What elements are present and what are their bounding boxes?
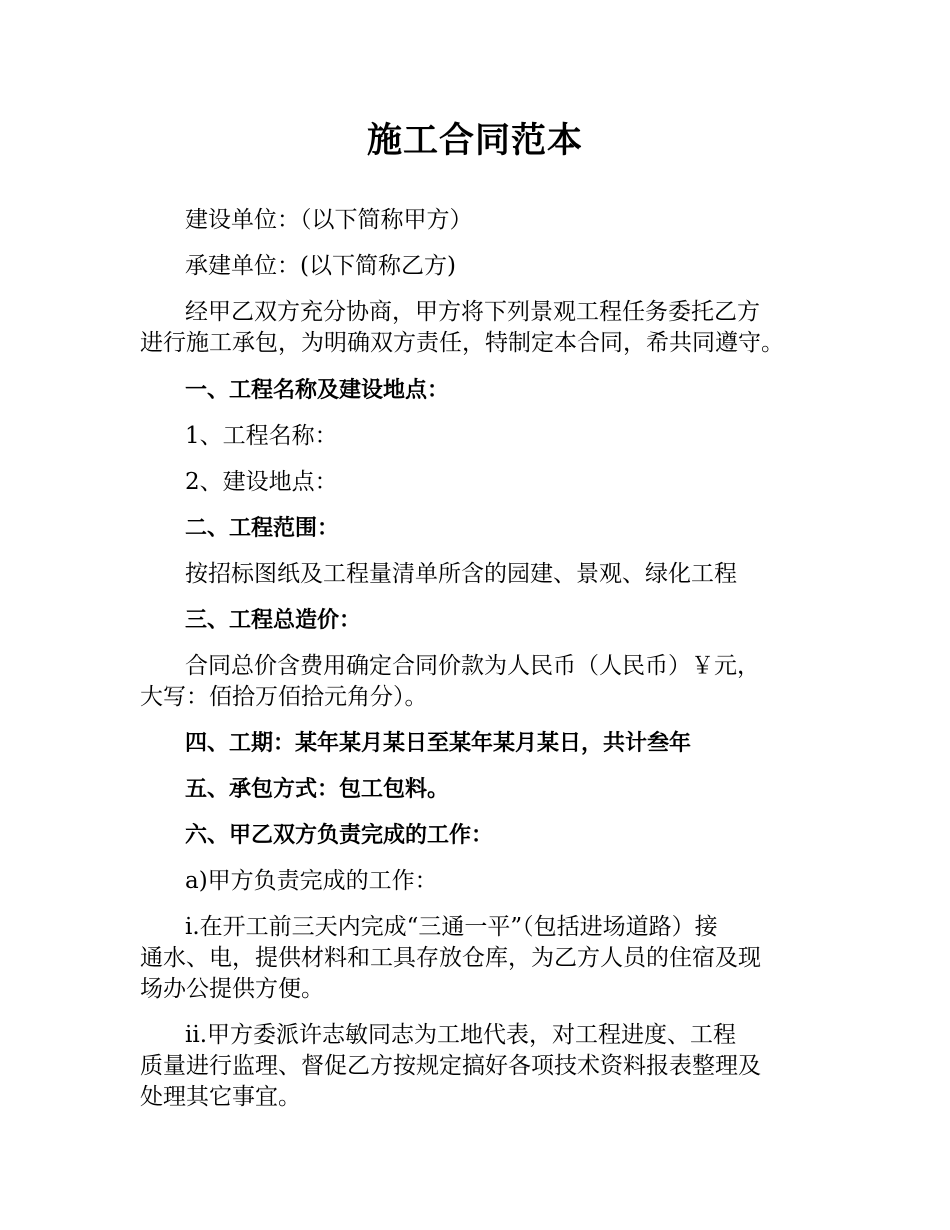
- paragraph-intro-line-1: 经甲乙双方充分协商，甲方将下列景观工程任务委托乙方: [185, 299, 760, 325]
- paragraph-duty-ii: [140, 1020, 820, 1113]
- paragraph-duty-ii-line-1: ii.甲方委派许志敏同志为工地代表，对工程进度、工程: [185, 1022, 737, 1048]
- heading-project-scope: 二、工程范围：: [185, 516, 340, 541]
- paragraph-total-cost: [140, 651, 820, 713]
- heading-responsibilities: 六、甲乙双方负责完成的工作：: [185, 823, 494, 848]
- paragraph-duty-ii-line-2: 质量进行监理、督促乙方按规定搞好各项技术资料报表整理及: [140, 1053, 761, 1079]
- paragraph-total-cost-line-1: 合同总价含费用确定合同价款为人民币（人民币）￥元，: [185, 653, 760, 679]
- paragraph-project-location: 2、建设地点：: [185, 469, 338, 495]
- paragraph-duty-ii-line-3: 处理其它事宜。: [140, 1084, 301, 1110]
- paragraph-duty-i-line-2: 通水、电，提供材料和工具存放仓库，为乙方人员的住宿及现: [140, 945, 761, 971]
- paragraph-contractor: 承建单位：(以下简称乙方): [185, 253, 456, 279]
- heading-contract-method: 五、承包方式：包工包料。: [185, 777, 450, 802]
- paragraph-intro-line-2: 进行施工承包，为明确双方责任，特制定本合同，希共同遵守。: [140, 330, 784, 356]
- paragraph-client: 建设单位：（以下简称甲方）: [185, 207, 473, 233]
- heading-duration: 四、工期：某年某月某日至某年某月某日，共计叁年: [185, 731, 692, 756]
- page-title: 施工合同范本: [366, 121, 583, 161]
- paragraph-party-a-duties: a)甲方负责完成的工作：: [185, 868, 438, 894]
- paragraph-total-cost-line-2: 大写：佰拾万佰拾元角分）。: [140, 684, 428, 710]
- paragraph-intro: [140, 297, 820, 359]
- paragraph-duty-i-line-3: 场办公提供方便。: [140, 976, 324, 1002]
- paragraph-duty-i: [140, 912, 820, 1005]
- heading-project-name-location: 一、工程名称及建设地点：: [185, 378, 450, 403]
- paragraph-project-name: 1、工程名称：: [185, 423, 338, 449]
- paragraph-duty-i-line-1: i.在开工前三天内完成“三通一平”（包括进场道路）接: [185, 914, 718, 940]
- heading-total-cost: 三、工程总造价：: [185, 608, 362, 633]
- paragraph-project-scope: 按招标图纸及工程量清单所含的园建、景观、绿化工程: [185, 561, 737, 587]
